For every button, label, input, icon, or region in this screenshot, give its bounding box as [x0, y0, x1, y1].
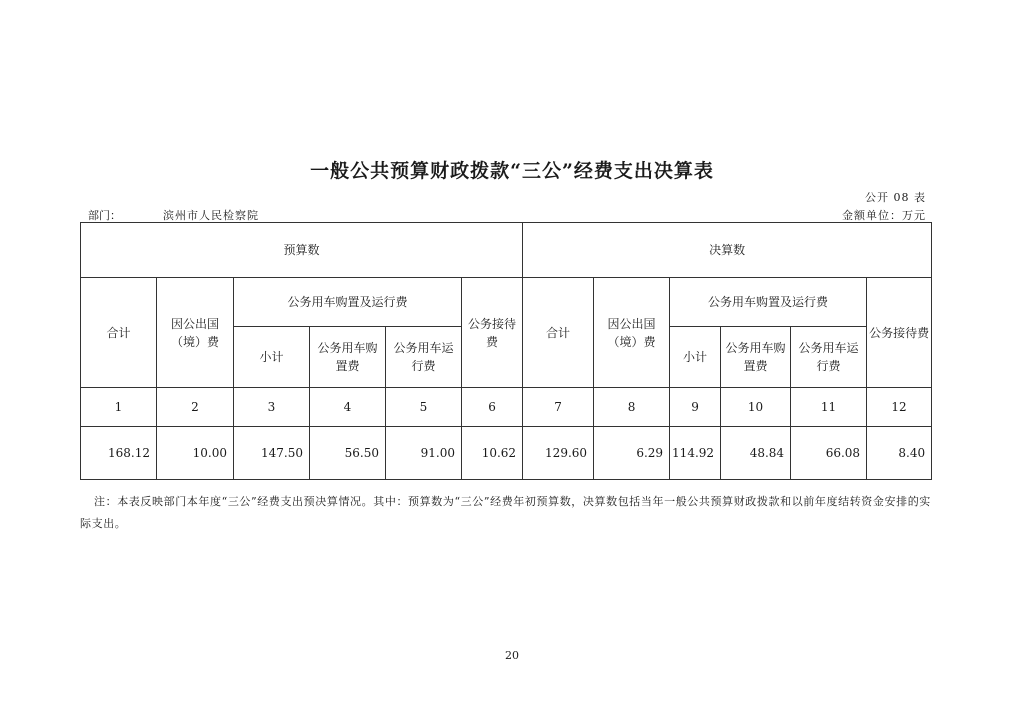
- final-vehicle-operation-value: 66.08: [791, 427, 867, 480]
- column-header-row: [81, 278, 932, 327]
- final-vehicle-header: 公务用车购置及运行费: [670, 278, 867, 327]
- amount-unit: 金额单位：万元: [842, 209, 926, 222]
- column-number: 4: [310, 388, 386, 427]
- group-header-row: [81, 223, 932, 278]
- budget-purchase-header: 公务用车购置费: [310, 327, 386, 388]
- column-number: 2: [157, 388, 234, 427]
- page-title: 一般公共预算财政拨款“三公”经费支出决算表: [310, 160, 714, 182]
- final-reception-header: 公务接待费: [867, 278, 932, 388]
- column-number: 10: [721, 388, 791, 427]
- final-total-header: 合计: [523, 278, 594, 388]
- column-number: 12: [867, 388, 932, 427]
- budget-vehicle-subtotal-value: 147.50: [234, 427, 310, 480]
- expenditure-table: [80, 222, 932, 480]
- final-total-value: 129.60: [523, 427, 594, 480]
- budget-reception-header: 公务接待费: [462, 278, 523, 388]
- table-note: 注：本表反映部门本年度“三公”经费支出预决算情况。其中：预算数为“三公”经费年初预算数，决算数包括当年一般公共预算财政拨款和以前年度结转资金安排的实际支出。: [80, 495, 931, 530]
- budget-abroad-value: 10.00: [157, 427, 234, 480]
- budget-total-value: 168.12: [81, 427, 157, 480]
- final-vehicle-purchase-value: 48.84: [721, 427, 791, 480]
- department-label: 部门：: [88, 209, 121, 222]
- value-row: [81, 427, 932, 480]
- column-number: 5: [386, 388, 462, 427]
- budget-abroad-header: 因公出国（境）费: [157, 278, 234, 388]
- budget-reception-value: 10.62: [462, 427, 523, 480]
- final-purchase-header: 公务用车购置费: [721, 327, 791, 388]
- budget-vehicle-header: 公务用车购置及运行费: [234, 278, 462, 327]
- budget-operation-header: 公务用车运行费: [386, 327, 462, 388]
- budget-total-header: 合计: [81, 278, 157, 388]
- column-number: 8: [594, 388, 670, 427]
- column-number: 9: [670, 388, 721, 427]
- final-reception-value: 8.40: [867, 427, 932, 480]
- final-operation-header: 公务用车运行费: [791, 327, 867, 388]
- department-name: 滨州市人民检察院: [163, 209, 259, 222]
- column-number: 6: [462, 388, 523, 427]
- column-number: 11: [791, 388, 867, 427]
- final-abroad-value: 6.29: [594, 427, 670, 480]
- budget-header: 预算数: [81, 223, 523, 278]
- budget-vehicle-purchase-value: 56.50: [310, 427, 386, 480]
- column-number: 3: [234, 388, 310, 427]
- final-header: 决算数: [523, 223, 932, 278]
- page-number: 20: [505, 649, 519, 662]
- final-vehicle-subtotal-value: 114.92: [670, 427, 721, 480]
- final-abroad-header: 因公出国（境）费: [594, 278, 670, 388]
- column-number: 1: [81, 388, 157, 427]
- budget-vehicle-operation-value: 91.00: [386, 427, 462, 480]
- budget-subtotal-header: 小计: [234, 327, 310, 388]
- column-number-row: [81, 388, 932, 427]
- form-number: 公开 08 表: [865, 191, 926, 204]
- column-number: 7: [523, 388, 594, 427]
- final-subtotal-header: 小计: [670, 327, 721, 388]
